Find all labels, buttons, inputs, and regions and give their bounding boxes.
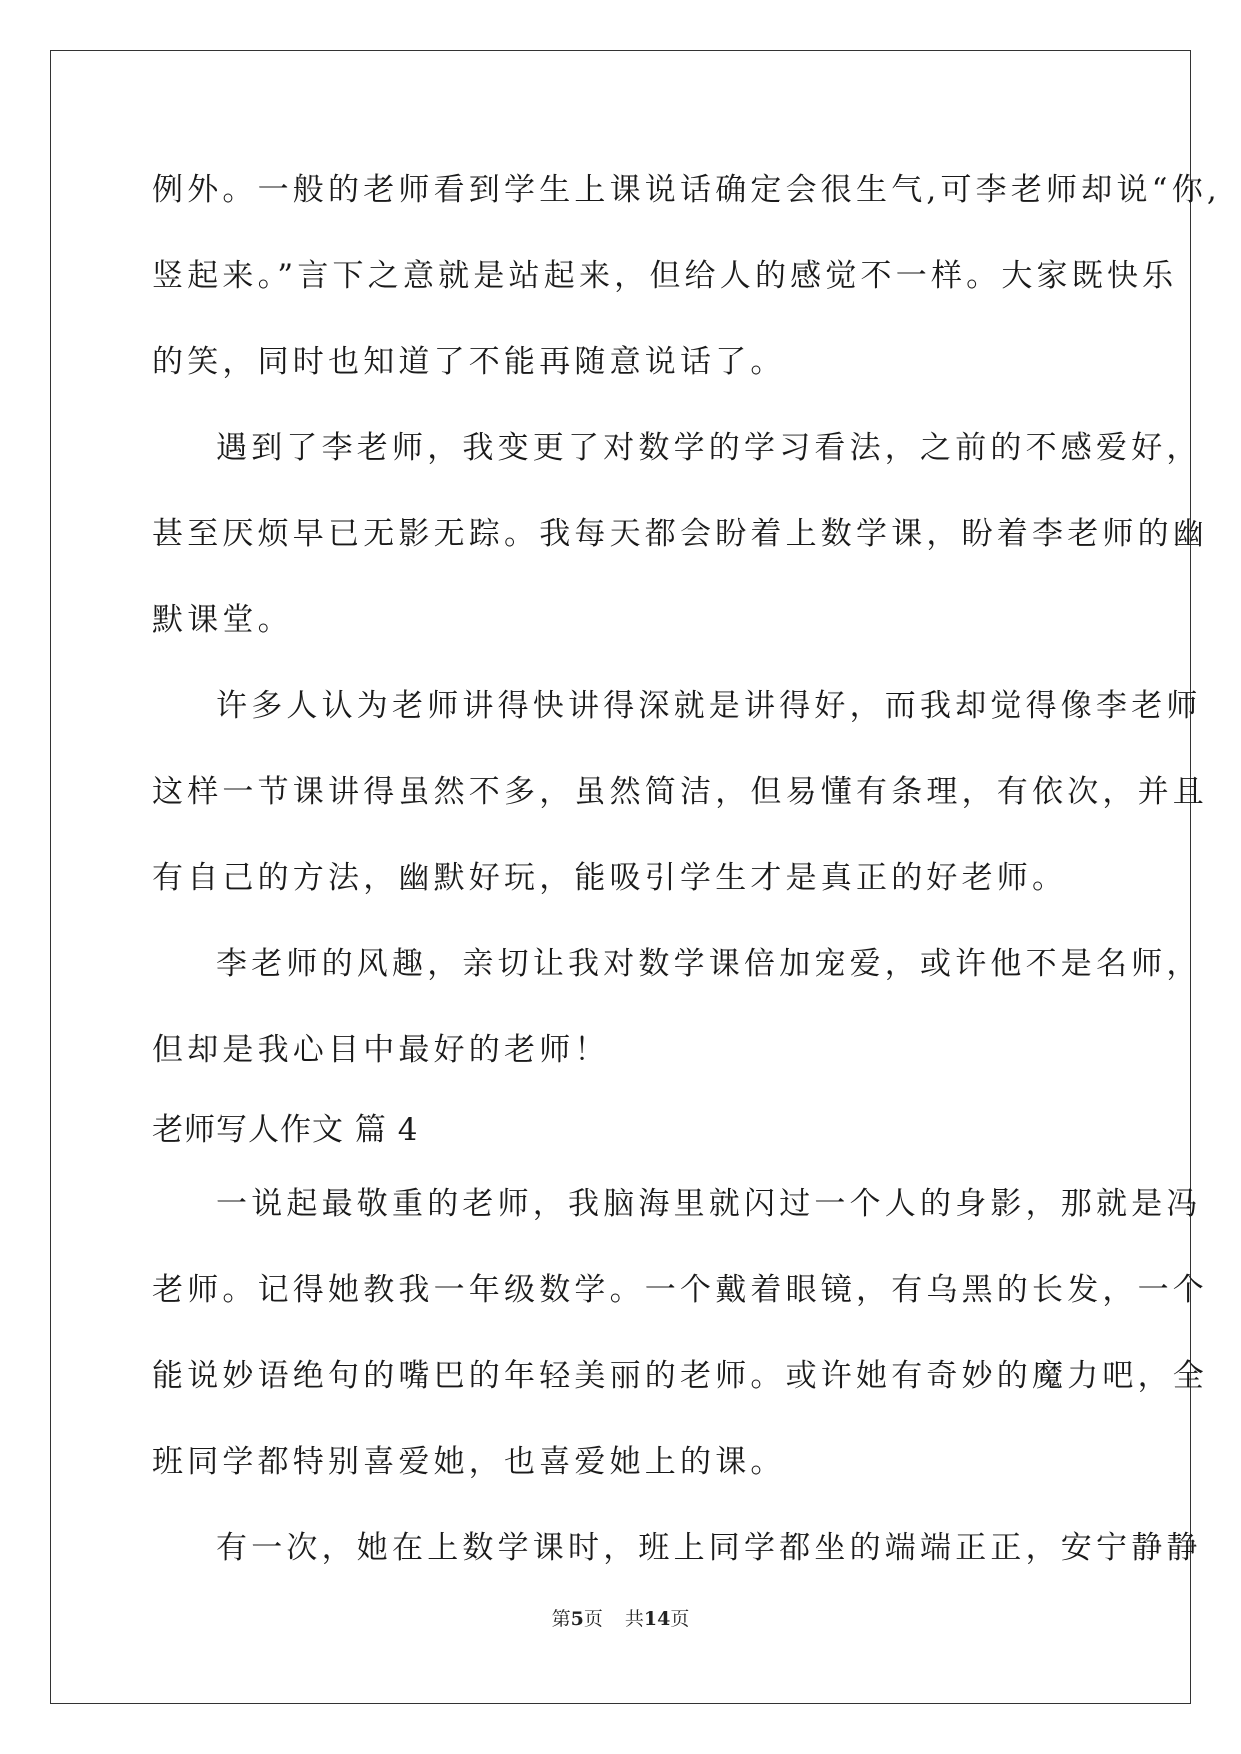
total-pages: 14 bbox=[643, 1608, 671, 1630]
page-footer bbox=[0, 1604, 1241, 1631]
page-prefix: 第 bbox=[551, 1608, 571, 1630]
total-suffix: 页 bbox=[670, 1608, 690, 1630]
paragraph-line: 但却是我心目中最好的老师！ bbox=[152, 1032, 610, 1068]
paragraph-line: 这样一节课讲得虽然不多，虽然简洁，但易懂有条理，有依次，并且 bbox=[152, 774, 1208, 810]
paragraph-line: 许多人认为老师讲得快讲得深就是讲得好，而我却觉得像李老师 bbox=[216, 688, 1202, 724]
paragraph-line: 老师。记得她教我一年级数学。一个戴着眼镜，有乌黑的长发，一个 bbox=[152, 1272, 1208, 1308]
paragraph-line: 默课堂。 bbox=[152, 602, 293, 638]
paragraph-line: 的笑，同时也知道了不能再随意说话了。 bbox=[152, 344, 786, 380]
paragraph-line: 竖起来。”言下之意就是站起来，但给人的感觉不一样。大家既快乐 bbox=[152, 258, 1178, 294]
paragraph-line: 例外。一般的老师看到学生上课说话确定会很生气,可李老师却说“你, bbox=[152, 172, 1221, 208]
total-prefix: 共 bbox=[624, 1608, 644, 1630]
page-suffix: 页 bbox=[583, 1608, 603, 1630]
paragraph-line: 有自己的方法，幽默好玩，能吸引学生才是真正的好老师。 bbox=[152, 860, 1068, 896]
section-heading: 老师写人作文 篇 4 bbox=[152, 1112, 419, 1148]
paragraph-line: 李老师的风趣，亲切让我对数学课倍加宠爱，或许他不是名师， bbox=[216, 946, 1202, 982]
paragraph-line: 有一次，她在上数学课时，班上同学都坐的端端正正，安宁静静 bbox=[216, 1530, 1202, 1566]
page-number: 5 bbox=[570, 1608, 584, 1630]
paragraph-line: 遇到了李老师，我变更了对数学的学习看法，之前的不感爱好， bbox=[216, 430, 1202, 466]
document-body bbox=[152, 160, 1221, 1604]
paragraph-line: 能说妙语绝句的嘴巴的年轻美丽的老师。或许她有奇妙的魔力吧，全 bbox=[152, 1358, 1208, 1394]
paragraph-line: 班同学都特别喜爱她，也喜爱她上的课。 bbox=[152, 1444, 786, 1480]
paragraph-line: 甚至厌烦早已无影无踪。我每天都会盼着上数学课，盼着李老师的幽 bbox=[152, 516, 1208, 552]
paragraph-line: 一说起最敬重的老师，我脑海里就闪过一个人的身影，那就是冯 bbox=[216, 1186, 1202, 1222]
